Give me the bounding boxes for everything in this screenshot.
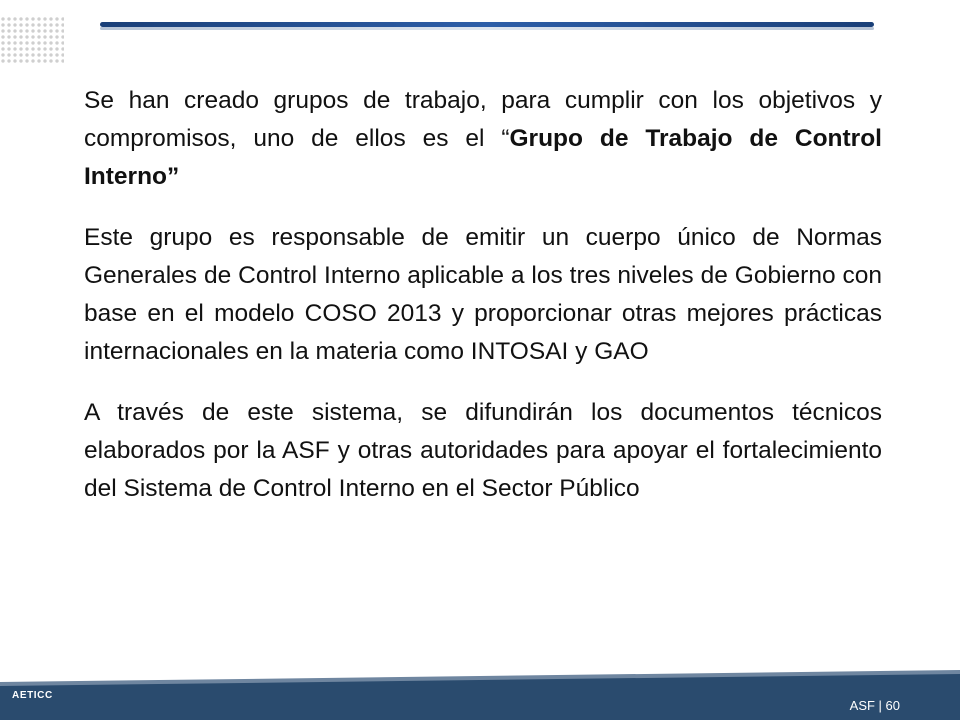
paragraph-bold-text: Grupo de Trabajo de Control Interno” <box>84 125 882 190</box>
top-divider-light-line <box>100 27 874 30</box>
paragraph-grupos-de-trabajo <box>84 82 882 196</box>
slide-body <box>84 82 882 531</box>
paragraph-text: Este grupo es responsable de emitir un cuerpo único de Normas Generales de Control Interno aplicable a los tres niveles de Gobierno con base en el modelo COSO 2013 y proporcionar otras mejores prácticas internacionales en la materia como INTOSAI y GAO <box>84 224 882 365</box>
paragraph-text: Se han creado grupos de trabajo, para cumplir con los objetivos y compromisos, uno de ellos es el “ <box>84 87 882 152</box>
footer-page-number: ASF | 60 <box>849 698 900 713</box>
paragraph-text: A través de este sistema, se difundirán los documentos técnicos elaborados por la ASF y otras autoridades para apoyar el fortalecimiento del Sistema de Control Interno en el Sector Público <box>84 399 882 502</box>
top-divider <box>100 22 874 32</box>
paragraph-difusion <box>84 394 882 508</box>
footer-brand-label: AETICC <box>12 690 53 701</box>
footer-band <box>0 652 960 720</box>
corner-dot-grid <box>0 16 64 64</box>
footer-band-shape <box>0 652 960 720</box>
paragraph-responsabilidad <box>84 219 882 371</box>
